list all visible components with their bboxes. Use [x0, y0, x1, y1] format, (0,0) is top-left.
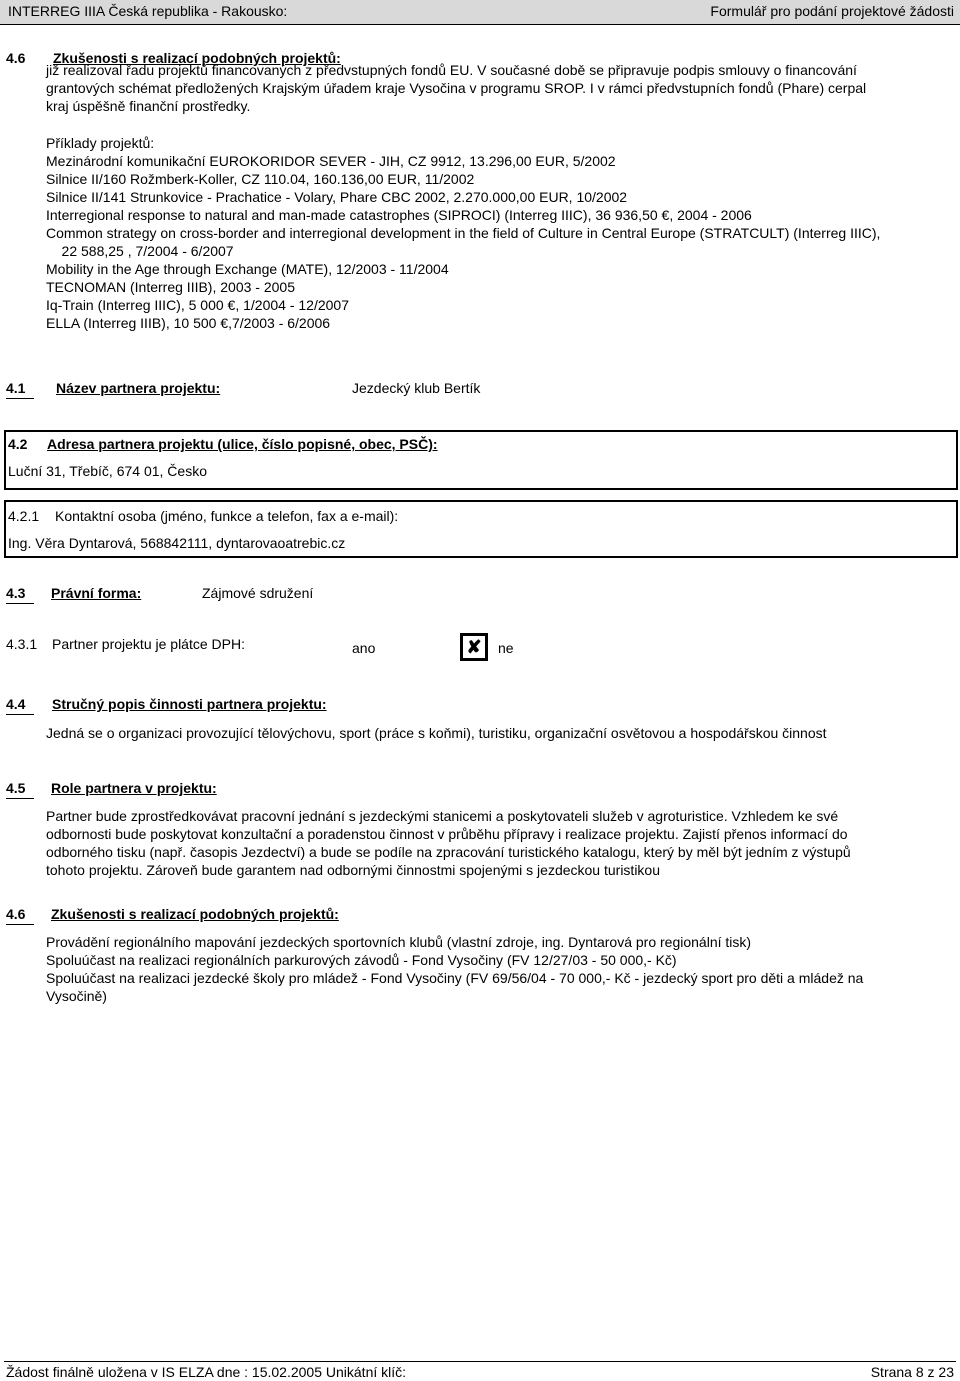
vat-no-label: ne — [498, 640, 514, 656]
s42-label: Adresa partnera projektu (ulice, číslo popisné, obec, PSČ): — [47, 436, 438, 452]
role-line-3: odborného tisku (např. časopis Jezdectví) a bude se podíle na zpracování turistického katalogu, který by měl být jedním z výstupů — [46, 844, 851, 860]
example-3: Silnice II/141 Strunkovice - Prachatice - Volary, Phare CBC 2002, 2.270.000,00 EUR, 10/2002 — [46, 189, 628, 205]
experience-line-4: Vysočině) — [46, 988, 107, 1004]
experience-line-2: Spoluúčast na realizaci regionálních parkurových závodů - Fond Vysočiny (FV 12/27/03 - 50 000,- Kč) — [46, 952, 677, 968]
s421-number: 4.2.1 — [8, 508, 40, 524]
prev-section-line-2: grantových schémat předložených Krajským úřadem kraje Vysočina v programu SROP. I v rámci předvstupních fondů (Phare) cerpal — [46, 80, 867, 96]
s43-label: Právní forma: — [51, 585, 142, 601]
examples-label: Příklady projektů: — [46, 135, 155, 151]
vat-yes-label: ano — [352, 640, 376, 656]
s45-label: Role partnera v projektu: — [51, 780, 217, 796]
role-line-2: odbornosti bude poskytovat konzultační a poradenstou činnost v průběhu přípravy i realizace projektu. Zajistí přenos informací do — [46, 826, 848, 842]
example-2: Silnice II/160 Rožmberk-Koller, CZ 110.04, 160.136,00 EUR, 11/2002 — [46, 171, 475, 187]
s44-number-underline — [6, 714, 34, 715]
prev-section-line-1: již realizoval řadu projektů financovaných z předvstupných fondů EU. V současné době se připravuje podpis smlouvy o financování — [46, 62, 857, 78]
header-program: INTERREG IIIA Česká republika - Rakousko: — [8, 3, 288, 19]
legal-form: Zájmové sdružení — [202, 585, 314, 601]
footer-rule — [4, 1361, 956, 1362]
activity-description: Jedná se o organizaci provozující tělovýchovu, sport (práce s koňmi), turistiku, organizační osvětovou a hospodářskou činnost — [46, 725, 827, 741]
footer-page-number: Strana 8 z 23 — [870, 1364, 954, 1380]
prev-section-number: 4.6 — [6, 50, 26, 66]
s44-label: Stručný popis činnosti partnera projektu: — [52, 696, 327, 712]
example-1: Mezinárodní komunikační EUROKORIDOR SEVER - JIH, CZ 9912, 13.296,00 EUR, 5/2002 — [46, 153, 616, 169]
partner-name: Jezdecký klub Bertík — [352, 380, 481, 396]
s43-number: 4.3 — [6, 585, 26, 601]
s41-label: Název partnera projektu: — [56, 380, 221, 396]
s41-number-underline — [6, 398, 34, 399]
vat-no-checkbox[interactable]: ✘ — [460, 633, 488, 661]
example-5-cont: 22 588,25 , 7/2004 - 6/2007 — [46, 243, 234, 259]
contact-person: Ing. Věra Dyntarová, 568842111, dyntarovaoatrebic.cz — [8, 535, 346, 551]
s43-number-underline — [6, 603, 34, 604]
role-line-4: tohoto projektu. Zároveň bude garantem nad odbornými činnostmi spojenými s jezdeckou turistikou — [46, 862, 660, 878]
header-form-title: Formulář pro podání projektové žádosti — [710, 3, 954, 19]
s45-number: 4.5 — [6, 780, 26, 796]
s42-number: 4.2 — [8, 436, 28, 452]
example-7: TECNOMAN (Interreg IIIB), 2003 - 2005 — [46, 279, 295, 295]
s421-label: Kontaktní osoba (jméno, funkce a telefon, fax a e-mail): — [55, 508, 399, 524]
prev-section-title: Zkušenosti s realizací podobných projektů: — [53, 50, 341, 66]
page-header — [0, 0, 960, 25]
s41-number: 4.1 — [6, 380, 26, 396]
experience-line-3: Spoluúčast na realizaci jezdecké školy pro mládež - Fond Vysočiny (FV 69/56/04 - 70 000,- Kč - jezdecký sport pro děti a mládež na — [46, 970, 864, 986]
s46-number-underline — [6, 924, 34, 925]
example-5: Common strategy on cross-border and interregional development in the field of Culture in Central Europe (STRATCULT) (Interreg IIIC), — [46, 225, 881, 241]
partner-address: Luční 31, Třebíč, 674 01, Česko — [8, 463, 207, 479]
example-9: ELLA (Interreg IIIB), 10 500 €,7/2003 - 6/2006 — [46, 315, 331, 331]
s431-number: 4.3.1 — [6, 636, 38, 652]
s44-number: 4.4 — [6, 696, 26, 712]
prev-section-line-3: kraj úspěšně finanční prostředky. — [46, 98, 251, 114]
footer-saved-info: Žádost finálně uložena v IS ELZA dne : 15.02.2005 Unikátní klíč: — [6, 1364, 407, 1380]
role-line-1: Partner bude zprostředkovávat pracovní jednání s jezdeckými stanicemi a poskytovateli služeb v agroturistice. Vzhledem ke své — [46, 808, 839, 824]
s45-number-underline — [6, 798, 34, 799]
example-8: Iq-Train (Interreg IIIC), 5 000 €, 1/2004 - 12/2007 — [46, 297, 349, 313]
experience-line-1: Provádění regionálního mapování jezdeckých sportovních klubů (vlastní zdroje, ing. Dyntarová pro regionální tisk) — [46, 934, 752, 950]
example-4: Interregional response to natural and man-made catastrophes (SIPROCI) (Interreg IIIC), 36 936,50 €, 2004 - 2006 — [46, 207, 752, 223]
s46-label: Zkušenosti s realizací podobných projektů: — [51, 906, 339, 922]
example-6: Mobility in the Age through Exchange (MATE), 12/2003 - 11/2004 — [46, 261, 449, 277]
s431-label: Partner projektu je plátce DPH: — [52, 636, 245, 652]
s46-number: 4.6 — [6, 906, 26, 922]
